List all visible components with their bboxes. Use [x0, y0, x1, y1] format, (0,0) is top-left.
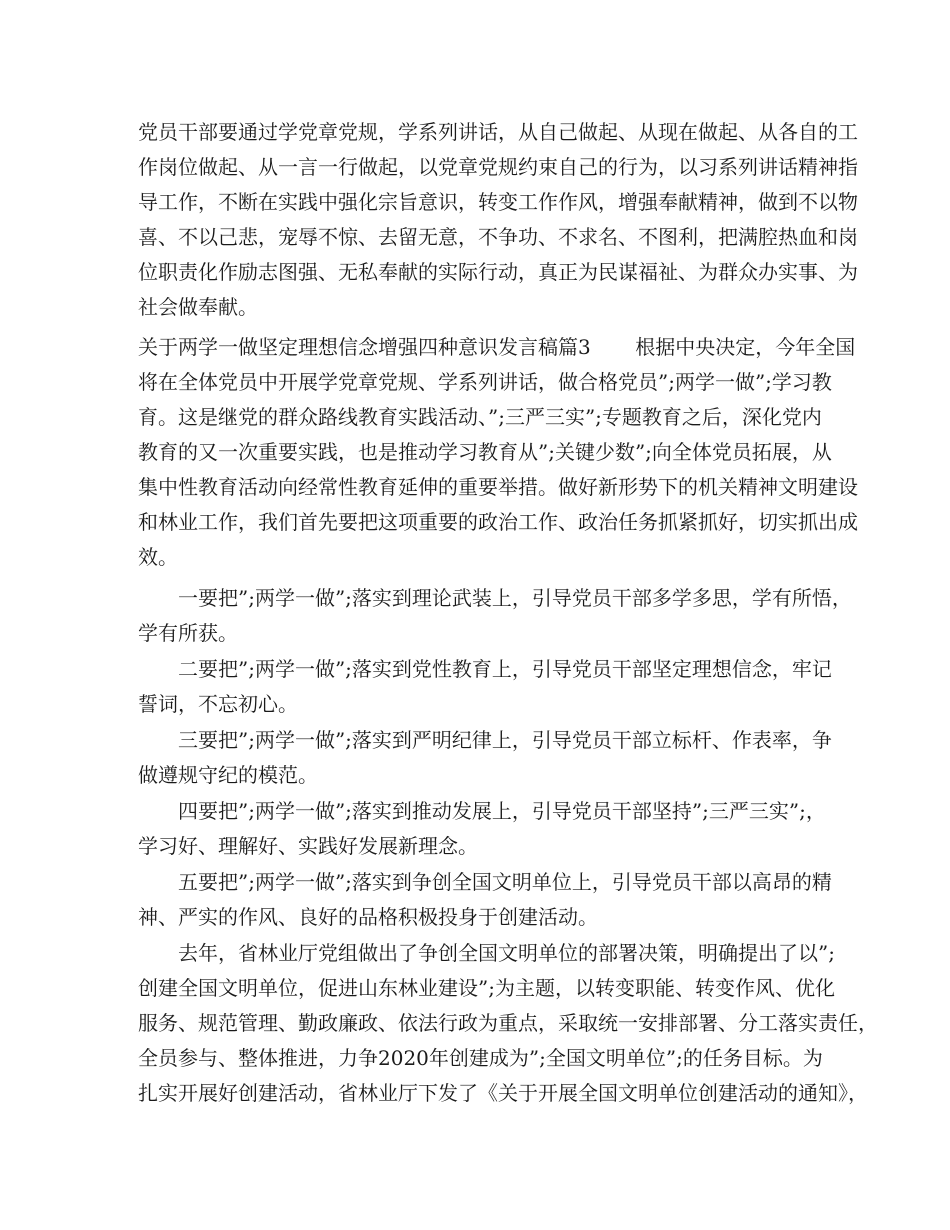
- text-line: 全员参与、整体推进，力争2020年创建成为”;全国文明单位”;的任务目标。为: [138, 1046, 823, 1070]
- text-line: 作岗位做起、从一言一行做起，以党章党规约束自己的行为，以习系列讲话精神指: [138, 155, 858, 179]
- text-line: 将在全体党员中开展学党章党规、学系列讲话，做合格党员”;两学一做”;学习教: [138, 370, 832, 394]
- text-line: 和林业工作，我们首先要把这项重要的政治工作、政治任务抓紧抓好，切实抓出成: [138, 510, 858, 534]
- text-line: 四要把”;两学一做”;落实到推动发展上，引导党员干部坚持”;三严三实”;，: [178, 799, 826, 823]
- text-line: 创建全国文明单位，促进山东林业建设”;为主题，以转变职能、转变作风、优化: [138, 976, 835, 1000]
- text-line: 社会做奉献。: [138, 295, 258, 319]
- text-line: 誓词，不忘初心。: [138, 692, 298, 716]
- section-heading-line: 关于两学一做坚定理想信念增强四种意识发言稿篇3 根据中央决定，今年全国: [138, 335, 856, 359]
- text-line: 去年，省林业厅党组做出了争创全国文明单位的部署决策，明确提出了以”;: [178, 941, 835, 965]
- text-line: 党员干部要通过学党章党规，学系列讲话，从自己做起、从现在做起、从各自的工: [138, 120, 858, 144]
- text-line: 服务、规范管理、勤政廉政、依法行政为重点，采取统一安排部署、分工落实责任，: [138, 1011, 878, 1035]
- text-line: 位职责化作励志图强、无私奉献的实际行动，真正为民谋福祉、为群众办实事、为: [138, 260, 858, 284]
- text-line: 五要把”;两学一做”;落实到争创全国文明单位上，引导党员干部以高昂的精: [178, 870, 832, 894]
- text-line: 扎实开展好创建活动，省林业厅下发了《关于开展全国文明单位创建活动的通知》，: [138, 1081, 868, 1105]
- text-line: 二要把”;两学一做”;落实到党性教育上，引导党员干部坚定理想信念，牢记: [178, 657, 832, 681]
- text-line: 导工作，不断在实践中强化宗旨意识，转变工作作风，增强奉献精神，做到不以物: [138, 190, 858, 214]
- text-line: 集中性教育活动向经常性教育延伸的重要举措。做好新形势下的机关精神文明建设: [138, 475, 858, 499]
- text-line: 学习好、理解好、实践好发展新理念。: [138, 834, 478, 858]
- text-line: 学有所获。: [138, 621, 238, 645]
- text-line: 效。: [138, 545, 178, 569]
- text-line: 做遵规守纪的模范。: [138, 763, 318, 787]
- text-line: 三要把”;两学一做”;落实到严明纪律上，引导党员干部立标杆、作表率，争: [178, 728, 832, 752]
- text-line: 教育的又一次重要实践，也是推动学习教育从”;关键少数”;向全体党员拓展，从: [138, 440, 832, 464]
- text-line: 神、严实的作风、良好的品格积极投身于创建活动。: [138, 905, 598, 929]
- text-line: 一要把”;两学一做”;落实到理论武装上，引导党员干部多学多思，学有所悟，: [178, 586, 852, 610]
- text-line: 喜、不以己悲，宠辱不惊、去留无意，不争功、不求名、不图利，把满腔热血和岗: [138, 225, 858, 249]
- text-line: 育。这是继党的群众路线教育实践活动、”;三严三实”;专题教育之后，深化党内: [138, 405, 822, 429]
